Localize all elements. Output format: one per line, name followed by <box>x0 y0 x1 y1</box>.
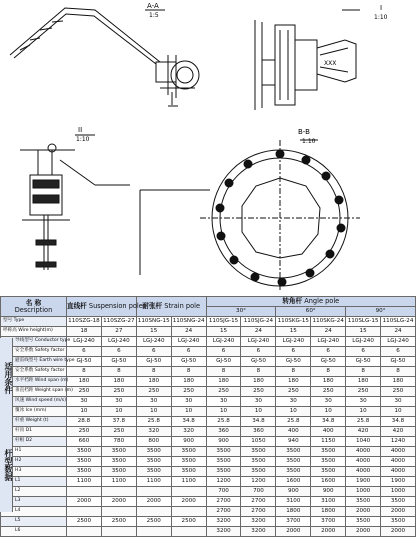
header-angle-30: 30° <box>206 307 276 317</box>
table-cell: 4000 <box>381 467 416 477</box>
header-angle-en: Angle pole <box>304 297 340 306</box>
param-row-label: 杆顶 D1 <box>1 427 67 437</box>
table-cell <box>67 487 102 497</box>
table-cell: 2000 <box>381 527 416 537</box>
table-cell: 3500 <box>381 517 416 527</box>
param-group-label: 杆型数据 <box>0 418 13 512</box>
table-cell: 6 <box>136 347 171 357</box>
table-cell: 900 <box>206 437 241 447</box>
table-cell: 3500 <box>136 467 171 477</box>
table-cell: 30 <box>346 397 381 407</box>
section-aa-drawing <box>10 8 199 106</box>
table-cell: 3500 <box>101 457 136 467</box>
table-cell <box>171 507 206 517</box>
table-cell: 2000 <box>171 497 206 507</box>
table-cell: 3500 <box>311 447 346 457</box>
table-row <box>1 407 416 417</box>
param-row-label: L4 <box>1 507 67 517</box>
table-cell: GJ-50 <box>67 357 102 367</box>
table-cell: LGJ-240 <box>346 337 381 347</box>
table-cell: 34.8 <box>311 417 346 427</box>
table-cell: 1200 <box>206 477 241 487</box>
table-cell: 30 <box>311 397 346 407</box>
table-cell: 420 <box>346 427 381 437</box>
table-cell: 3700 <box>276 517 311 527</box>
table-cell: 1100 <box>101 477 136 487</box>
table-cell: 3500 <box>171 467 206 477</box>
table-cell: 700 <box>241 487 276 497</box>
table-cell: 360 <box>241 427 276 437</box>
table-row <box>1 377 416 387</box>
header-description-zh: 名 称 <box>25 298 42 307</box>
table-cell: 3200 <box>241 527 276 537</box>
table-cell: 24 <box>171 327 206 337</box>
table-row <box>1 427 416 437</box>
table-cell: 6 <box>241 347 276 357</box>
table-cell: 30 <box>276 397 311 407</box>
table-cell: 1100 <box>171 477 206 487</box>
table-cell: 3500 <box>381 497 416 507</box>
param-row-label: L3 <box>1 497 67 507</box>
table-cell: 2500 <box>101 517 136 527</box>
condition-row-label: 避雷线型号 Earth wire type <box>1 357 67 367</box>
table-cell: GJ-50 <box>136 357 171 367</box>
table-cell <box>101 487 136 497</box>
table-cell: 8 <box>67 367 102 377</box>
table-cell: 2000 <box>346 507 381 517</box>
table-cell: GJ-50 <box>241 357 276 367</box>
table-cell: 24 <box>381 327 416 337</box>
table-cell: 25.8 <box>136 417 171 427</box>
table-cell: 2000 <box>381 507 416 517</box>
table-cell: 320 <box>171 427 206 437</box>
table-cell: 1100 <box>67 477 102 487</box>
table-cell: 3500 <box>276 447 311 457</box>
table-cell: 1800 <box>276 507 311 517</box>
table-row <box>1 507 416 517</box>
table-cell: 250 <box>206 387 241 397</box>
table-cell: 180 <box>276 377 311 387</box>
table-cell: 2000 <box>101 497 136 507</box>
table-cell: 24 <box>311 327 346 337</box>
table-row <box>1 487 416 497</box>
table-cell: 110SNG-15 <box>136 317 171 327</box>
table-cell: 4000 <box>381 447 416 457</box>
table-cell: 3200 <box>241 517 276 527</box>
table-cell: 1900 <box>346 477 381 487</box>
table-cell: 3500 <box>206 457 241 467</box>
table-cell: 250 <box>136 387 171 397</box>
table-cell: LGJ-240 <box>171 337 206 347</box>
table-cell: 4000 <box>346 467 381 477</box>
table-cell: 1150 <box>311 437 346 447</box>
table-cell: 8 <box>276 367 311 377</box>
section-i-drawing <box>255 10 360 110</box>
table-cell: 3700 <box>311 517 346 527</box>
table-cell: 250 <box>67 387 102 397</box>
table-cell: 420 <box>381 427 416 437</box>
table-cell: 4000 <box>346 447 381 457</box>
table-cell: 30 <box>206 397 241 407</box>
param-row-label: H1 <box>1 447 67 457</box>
table-cell: 3500 <box>241 467 276 477</box>
table-cell: 3500 <box>241 457 276 467</box>
table-cell: 4000 <box>381 457 416 467</box>
header-strain-zh: 耐张杆 <box>142 302 163 311</box>
table-row <box>1 337 416 347</box>
table-cell: 6 <box>206 347 241 357</box>
table-cell: 3500 <box>276 467 311 477</box>
section-bb-drawing <box>200 140 360 290</box>
param-row-label: L1 <box>1 477 67 487</box>
table-cell: 25.8 <box>276 417 311 427</box>
table-row <box>1 317 416 327</box>
table-cell: 2000 <box>276 527 311 537</box>
table-cell <box>136 507 171 517</box>
table-cell: 15 <box>346 327 381 337</box>
table-cell: 3500 <box>171 447 206 457</box>
table-cell: 400 <box>276 427 311 437</box>
table-cell: 8 <box>101 367 136 377</box>
table-cell: 3500 <box>346 517 381 527</box>
table-cell: 2000 <box>136 497 171 507</box>
header-description-en: Description <box>14 305 53 314</box>
table-cell: 180 <box>101 377 136 387</box>
table-cell: 700 <box>206 487 241 497</box>
table-cell <box>171 487 206 497</box>
param-row-label: L2 <box>1 487 67 497</box>
table-cell: 10 <box>67 407 102 417</box>
table-cell: 3500 <box>67 447 102 457</box>
table-cell: 250 <box>67 427 102 437</box>
section-i-label: I <box>380 4 383 12</box>
table-cell: 10 <box>241 407 276 417</box>
param-row-label: L5 <box>1 517 67 527</box>
table-cell: 3500 <box>101 467 136 477</box>
param-row-label: 杆重 Weight (t) <box>1 417 67 427</box>
table-row <box>1 327 416 337</box>
table-cell: 180 <box>171 377 206 387</box>
table-cell: 250 <box>381 387 416 397</box>
height-row-label: 呼称高 Wire height(m) <box>1 327 67 337</box>
table-row <box>1 527 416 537</box>
param-row-label: H3 <box>1 467 67 477</box>
table-cell: 3500 <box>136 457 171 467</box>
table-cell: 3500 <box>101 447 136 457</box>
section-i-scale: 1:10 <box>374 14 388 21</box>
condition-row-label: 水平档距 Wind span (m) <box>1 377 67 387</box>
table-row <box>1 397 416 407</box>
table-cell: 10 <box>276 407 311 417</box>
table-cell: 6 <box>311 347 346 357</box>
condition-row-label: 风速 Wind speed (m/s) <box>1 397 67 407</box>
section-bb-label: B-B <box>298 128 310 136</box>
table-cell <box>136 487 171 497</box>
section-bb-scale: 1:10 <box>302 138 316 145</box>
table-cell: 15 <box>276 327 311 337</box>
table-cell: 250 <box>241 387 276 397</box>
table-cell <box>67 527 102 537</box>
table-cell: LGJ-240 <box>136 337 171 347</box>
table-cell: 30 <box>381 397 416 407</box>
table-row <box>1 457 416 467</box>
type-row-label: 型号 Type <box>1 317 67 327</box>
table-cell: 1200 <box>241 477 276 487</box>
table-cell <box>101 527 136 537</box>
table-cell: 3500 <box>276 457 311 467</box>
table-cell: 2700 <box>241 497 276 507</box>
table-cell: 8 <box>311 367 346 377</box>
table-cell: 10 <box>381 407 416 417</box>
table-cell: 180 <box>381 377 416 387</box>
table-cell: 780 <box>101 437 136 447</box>
table-cell: 18 <box>67 327 102 337</box>
table-cell: 2700 <box>206 507 241 517</box>
table-cell: 24 <box>241 327 276 337</box>
table-cell: 10 <box>346 407 381 417</box>
condition-group-label: 适用条件 <box>0 338 13 418</box>
table-row <box>1 517 416 527</box>
table-cell: LGJ-240 <box>67 337 102 347</box>
table-cell <box>101 507 136 517</box>
table-cell: GJ-50 <box>381 357 416 367</box>
table-cell: GJ-50 <box>346 357 381 367</box>
plate-text: XXX <box>324 60 337 67</box>
table-cell: 3500 <box>206 447 241 457</box>
table-cell: 3500 <box>67 467 102 477</box>
table-cell: 1050 <box>241 437 276 447</box>
table-cell: 110SKG-15 <box>276 317 311 327</box>
table-cell: 6 <box>101 347 136 357</box>
header-description <box>1 297 67 317</box>
table-cell: LGJ-240 <box>101 337 136 347</box>
table-cell: 3200 <box>206 517 241 527</box>
table-cell <box>136 527 171 537</box>
section-aa-label: A-A <box>147 2 159 10</box>
table-row <box>1 347 416 357</box>
table-cell: 250 <box>171 387 206 397</box>
table-cell: GJ-50 <box>206 357 241 367</box>
table-cell: 8 <box>206 367 241 377</box>
table-cell: 30 <box>101 397 136 407</box>
table-cell: 2700 <box>206 497 241 507</box>
table-cell: 110SLG-15 <box>346 317 381 327</box>
header-angle <box>206 297 415 307</box>
table-cell: 2000 <box>311 527 346 537</box>
table-cell: 110SZG-27 <box>101 317 136 327</box>
table-cell: LGJ-240 <box>276 337 311 347</box>
table-row <box>1 497 416 507</box>
table-cell: 800 <box>136 437 171 447</box>
section-ii-scale: 1:10 <box>76 136 90 143</box>
table-cell: 900 <box>171 437 206 447</box>
table-cell: 2500 <box>67 517 102 527</box>
table-cell: 37.8 <box>101 417 136 427</box>
header-angle-zh: 转角杆 <box>282 297 303 306</box>
header-suspension-zh: 直线杆 <box>67 302 87 311</box>
table-cell: 10 <box>311 407 346 417</box>
table-cell: 6 <box>67 347 102 357</box>
section-ii-label: II <box>78 126 83 134</box>
table-cell: GJ-50 <box>276 357 311 367</box>
table-cell: 250 <box>346 387 381 397</box>
table-cell: 10 <box>206 407 241 417</box>
table-cell: GJ-50 <box>101 357 136 367</box>
table-cell: 3500 <box>206 467 241 477</box>
table-cell: 2500 <box>171 517 206 527</box>
table-cell: 30 <box>67 397 102 407</box>
table-row <box>1 477 416 487</box>
param-row-label: 杆根 D2 <box>1 437 67 447</box>
table-cell: LGJ-240 <box>206 337 241 347</box>
table-cell <box>171 527 206 537</box>
table-row <box>1 417 416 427</box>
header-suspension-en: Suspension pole <box>88 302 143 311</box>
table-row <box>1 467 416 477</box>
table-cell: 6 <box>276 347 311 357</box>
table-cell: 3100 <box>311 497 346 507</box>
table-cell: 3500 <box>241 447 276 457</box>
header-angle-60: 60° <box>276 307 346 317</box>
table-cell: 250 <box>311 387 346 397</box>
table-cell: LGJ-240 <box>311 337 346 347</box>
table-cell: 110SJG-15 <box>206 317 241 327</box>
table-cell: 320 <box>136 427 171 437</box>
table-cell: 10 <box>101 407 136 417</box>
table-cell: 8 <box>136 367 171 377</box>
table-cell: 25.8 <box>206 417 241 427</box>
table-cell: 3500 <box>136 447 171 457</box>
table-cell: 180 <box>206 377 241 387</box>
table-cell: 1600 <box>276 477 311 487</box>
condition-row-label: 垂直档距 Weight span (m) <box>1 387 67 397</box>
table-cell: 34.8 <box>241 417 276 427</box>
table-cell: 8 <box>241 367 276 377</box>
table-cell: 1600 <box>311 477 346 487</box>
table-cell: 250 <box>101 387 136 397</box>
header-angle-90: 90° <box>346 307 416 317</box>
condition-row-label: 安全系数 Safety factor <box>1 347 67 357</box>
table-row <box>1 387 416 397</box>
table-cell: 3200 <box>206 527 241 537</box>
table-cell: 2000 <box>67 497 102 507</box>
table-cell: 1000 <box>381 487 416 497</box>
table-cell: 34.8 <box>171 417 206 427</box>
table-cell: 1000 <box>346 487 381 497</box>
table-row <box>1 437 416 447</box>
table-cell: GJ-50 <box>311 357 346 367</box>
table-cell: 30 <box>171 397 206 407</box>
table-cell: 6 <box>381 347 416 357</box>
table-cell: 1800 <box>311 507 346 517</box>
table-row <box>1 447 416 457</box>
table-cell: 6 <box>171 347 206 357</box>
table-cell: 6 <box>346 347 381 357</box>
table-cell: 180 <box>346 377 381 387</box>
table-cell: 1040 <box>346 437 381 447</box>
table-cell: 4000 <box>346 457 381 467</box>
condition-row-label: 覆冰 Ice (mm) <box>1 407 67 417</box>
table-cell: 3500 <box>311 467 346 477</box>
table-cell: 15 <box>206 327 241 337</box>
table-cell: 900 <box>276 487 311 497</box>
condition-row-label: 安全系数 Safety factor <box>1 367 67 377</box>
table-cell: 400 <box>311 427 346 437</box>
table-cell: 10 <box>171 407 206 417</box>
table-cell: 8 <box>346 367 381 377</box>
table-cell: 900 <box>311 487 346 497</box>
table-cell: 180 <box>136 377 171 387</box>
section-ii-drawing <box>20 135 210 275</box>
table-cell: 10 <box>136 407 171 417</box>
table-cell: 15 <box>136 327 171 337</box>
table-row <box>1 357 416 367</box>
table-cell: GJ-50 <box>171 357 206 367</box>
param-row-label: L6 <box>1 527 67 537</box>
table-cell: 110SKG-24 <box>311 317 346 327</box>
section-aa-scale: 1:5 <box>149 12 159 19</box>
table-cell: LGJ-240 <box>381 337 416 347</box>
table-cell: 3500 <box>67 457 102 467</box>
table-cell: 180 <box>241 377 276 387</box>
table-cell: 250 <box>276 387 311 397</box>
header-strain-en: Strain pole <box>164 302 201 311</box>
table-cell: 3500 <box>311 457 346 467</box>
table-cell: 8 <box>171 367 206 377</box>
table-cell: 28.8 <box>67 417 102 427</box>
table-cell: 110SJG-24 <box>241 317 276 327</box>
table-cell: 3100 <box>276 497 311 507</box>
table-cell: 250 <box>101 427 136 437</box>
table-cell: 2500 <box>136 517 171 527</box>
table-cell: 3500 <box>346 497 381 507</box>
table-cell: 1100 <box>136 477 171 487</box>
table-row <box>1 367 416 377</box>
table-cell: 360 <box>206 427 241 437</box>
pole-spec-table <box>0 296 416 537</box>
header-strain <box>136 297 206 317</box>
table-cell: LGJ-240 <box>241 337 276 347</box>
table-cell: 30 <box>136 397 171 407</box>
table-cell: 25.8 <box>346 417 381 427</box>
header-suspension <box>67 297 143 317</box>
table-cell: 660 <box>67 437 102 447</box>
table-cell: 3500 <box>171 457 206 467</box>
table-cell: 27 <box>101 327 136 337</box>
pole-spec-table-wrap <box>0 296 415 534</box>
table-cell: 940 <box>276 437 311 447</box>
table-cell: 180 <box>67 377 102 387</box>
table-cell: 110SZG-18 <box>67 317 102 327</box>
table-cell: 30 <box>241 397 276 407</box>
table-cell <box>67 507 102 517</box>
table-cell: 110SLG-24 <box>381 317 416 327</box>
table-cell: 2700 <box>241 507 276 517</box>
condition-row-label: 导线型号 Conductor type <box>1 337 67 347</box>
table-cell: 1900 <box>381 477 416 487</box>
table-cell: 1240 <box>381 437 416 447</box>
table-cell: 34.8 <box>381 417 416 427</box>
param-row-label: H2 <box>1 457 67 467</box>
table-cell: 180 <box>311 377 346 387</box>
table-cell: 2000 <box>346 527 381 537</box>
table-cell: 110SNG-24 <box>171 317 206 327</box>
table-cell: 8 <box>381 367 416 377</box>
